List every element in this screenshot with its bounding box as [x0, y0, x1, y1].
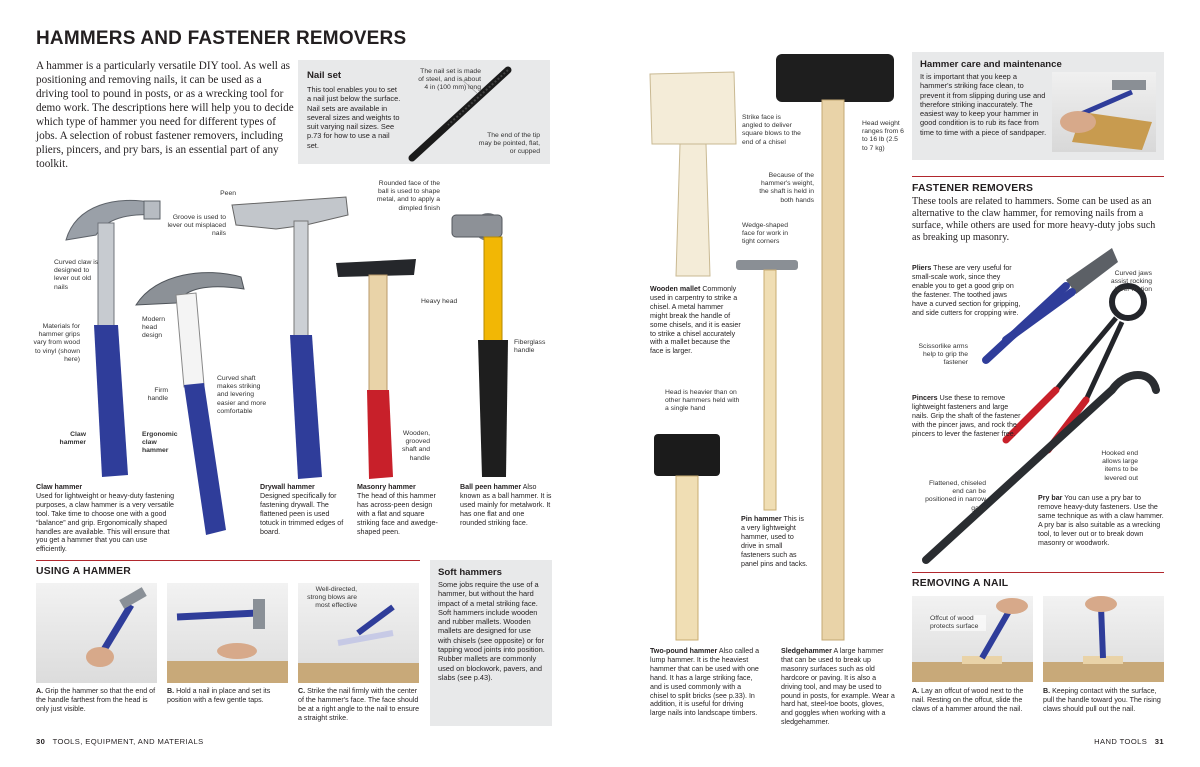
caption-claw-title: Claw hammer: [36, 483, 83, 491]
label-scissorlike: Scissorlike arms help to grip the fastener: [918, 343, 968, 367]
label-firm-handle: Firm handle: [147, 387, 168, 403]
label-head-weight: Head weight ranges from 6 to 16 lb (2.5 to 7 kg): [862, 120, 904, 152]
caption-masonry-body: The head of this hammer has across-peen design with a flat and square striking face and awedge-shaped peen.: [357, 491, 438, 536]
soft-hammers-box: [430, 560, 552, 726]
label-well-directed: Well-directed, strong blows are most effective: [307, 586, 357, 610]
drywall-hammer-image: [232, 197, 348, 479]
label-materials: Materials for hammer grips vary from wood to vinyl (shown here): [33, 323, 80, 363]
nail-set-label-steel: The nail set is made of steel, and is about 4 in (100 mm) long: [418, 68, 481, 92]
two-pound-hammer-image: [654, 434, 720, 640]
caption-ballpeen-title: Ball peen hammer: [460, 483, 522, 491]
removing-rule: [912, 572, 1164, 573]
label-curved-claw: Curved claw is designed to lever out old nails: [54, 259, 99, 291]
caption-pin-title: Pin hammer: [741, 515, 782, 523]
caption-masonry-title: Masonry hammer: [357, 483, 416, 491]
removing-step-a-text: Lay an offcut of wood next to the nail. Resting on the offcut, slide the claws of a hammer around the nail.: [912, 687, 1024, 713]
footer-right: [1070, 737, 1164, 746]
pin-hammer-image: [736, 260, 798, 510]
caption-masonry: [357, 483, 443, 536]
caption-sledge-body: A large hammer that can be used to break up masonry surfaces such as old hardcore or paving. It is also a driving tool, and may be used to pound in posts, for example. Wear a hard hat, steel-toe boots, gloves, and goggles when working with a sledgehammer.: [781, 647, 895, 727]
caption-prybar-body: You can use a pry bar to remove heavy-duty fasteners. Use the same technique as with a claw hammer. A pry bar is also suitable as a wrecking tool, to lever out or to break down masonry or woodwork.: [1038, 494, 1164, 547]
caption-twopound-body: Also called a lump hammer. It is the heaviest hammer that can be used with one hand. It has a large striking face, and is used commonly with a chisel to split bricks (see p.33). In addition, it is useful for driving large nails into landscape timbers.: [650, 647, 760, 718]
caption-twopound: [650, 647, 760, 718]
label-because-weight: Because of the hammer's weight, the shaft is held in both hands: [759, 172, 814, 204]
caption-ballpeen-body: Also known as a ball hammer. It is used mainly for metalwork. It has one flat and one rounded striking face.: [460, 483, 552, 527]
caption-sledge-title: Sledgehammer: [781, 647, 832, 655]
caption-claw-hammer: [36, 483, 176, 554]
fastener-rule: [912, 176, 1164, 177]
using-step-c-text: Strike the nail firmly with the center of the hammer's face. The face should be at a right angle to the nail to ensure a straight strike.: [298, 687, 420, 722]
caption-mallet-body: Commonly used in carpentry to strike a chisel. A metal hammer might break the handle of some chisels, and it is easier to strike a chisel accurately with a mallet because the face is larger.: [650, 285, 741, 356]
soft-hammers-title: Soft hammers: [438, 567, 502, 578]
nail-set-label-tip: The end of the tip may be pointed, flat, or cupped: [478, 132, 540, 156]
caption-pincers-body: Use these to remove lightweight fasteners and large nails. Grip the shaft of the fastener with the pincer jaws, and rock the pincers to lever the fastener free.: [912, 394, 1021, 438]
fastener-title: FASTENER REMOVERS: [912, 183, 1034, 194]
caption-prybar-title: Pry bar: [1038, 494, 1063, 502]
hammer-care-photo: [1052, 72, 1156, 152]
removing-step-b-letter: B.: [1043, 687, 1051, 695]
caption-drywall-body: Designed specifically for fastening drywall. The flattened peen is used totuck in trimmed edges of board.: [260, 491, 344, 536]
removing-step-b: [1043, 687, 1165, 714]
nail-set-illustration: [408, 60, 550, 164]
label-rounded-face: Rounded face of the ball is used to shape metal, and to apply a dimpled finish: [376, 180, 440, 212]
label-wooden-shaft: Wooden, grooved shaft and handle: [402, 430, 430, 462]
using-step-c: [298, 687, 420, 723]
footer-right-page-number: 31: [1154, 737, 1164, 746]
removing-photo-b: [1043, 596, 1164, 682]
label-heavy-head: Heavy head: [421, 298, 458, 305]
label-head-heavier: Head is heavier than on other hammers held with a single hand: [665, 389, 740, 413]
nail-set-title: Nail set: [307, 70, 342, 81]
using-step-c-letter: C.: [298, 687, 306, 695]
caption-mallet-title: Wooden mallet: [650, 285, 701, 293]
label-curved-jaws: Curved jaws assist rocking lever motion: [1110, 270, 1152, 294]
caption-pin: [741, 515, 809, 568]
caption-prybar: [1038, 494, 1164, 547]
using-step-a-letter: A.: [36, 687, 44, 695]
label-groove: Groove is used to lever out misplaced nails: [167, 214, 226, 238]
footer-right-text: HAND TOOLS: [1094, 737, 1148, 746]
using-step-b: [167, 687, 289, 705]
caption-claw-body: Used for lightweight or heavy-duty fastening purposes, a claw hammer is a very versatile tool. Take time to choose one with a good “balance” and grip. Ergonomically shaped handles are available. This will ensure that you get a hammer that you can use efficiently.: [36, 491, 175, 554]
caption-drywall: [260, 483, 346, 536]
using-title: USING A HAMMER: [36, 566, 131, 577]
using-step-a: [36, 687, 158, 714]
using-rule: [36, 560, 420, 561]
wooden-mallet-image: [650, 72, 736, 276]
intro-text: A hammer is a particularly versatile DIY tool. As well as positioning and removing nails, it can be used as a driving tool to pound in posts, or as a wrecking tool for demo work. The descriptions here will help you to decide which type of hammer you need for different types of jobs. A selection of robust fastener removers, including pliers, pincers, and pry bars, is an essential part of any toolkit.: [36, 60, 294, 170]
label-hooked-end: Hooked end allows large items to be levered out: [1101, 450, 1138, 482]
caption-pliers-body: These are very useful for small-scale work, since they enable you to get a good grip on the fastener. The toothed jaws have a curved section for gripping, and side cutters for cropping wire.: [912, 264, 1021, 317]
label-fiberglass: Fiberglass handle: [514, 339, 546, 355]
label-flattened: Flattened, chiseled end can be positioned in narrow gaps: [925, 480, 986, 512]
caption-ballpeen: [460, 483, 552, 528]
hammer-care-body: It is important that you keep a hammer's striking face clean, to prevent it from slipping during use and therefore striking inaccurately. The easiest way to keep your hammer in good condition is to rub its face from time to time with a piece of sandpaper.: [920, 72, 1047, 137]
removing-step-a: [912, 687, 1034, 714]
ball-peen-hammer-image: [452, 213, 508, 477]
label-offcut: Offcut of wood protects surface: [930, 615, 986, 631]
caption-sledge: [781, 647, 897, 727]
caption-pincers-title: Pincers: [912, 394, 938, 402]
label-peen: Peen: [220, 190, 236, 197]
caption-twopound-title: Two-pound hammer: [650, 647, 718, 655]
footer-left: [36, 737, 204, 746]
using-step-a-text: Grip the hammer so that the end of the handle farthest from the head is only just visible.: [36, 687, 156, 713]
nail-set-box: [298, 60, 550, 164]
removing-photo-a: [912, 596, 1033, 682]
hammer-care-box: [912, 52, 1164, 160]
label-modern-head: Modern head design: [142, 316, 166, 340]
footer-left-text: TOOLS, EQUIPMENT, AND MATERIALS: [52, 737, 204, 746]
using-step-b-letter: B.: [167, 687, 175, 695]
soft-hammers-body: Some jobs require the use of a hammer, but without the hard impact of a metal striking face. Soft hammers include wooden and rubber mallets. Wooden mallets are designed for use with chisels (see opposite) or for tapping wood joints into position. Rubber mallets are commonly used on blockwork, pavers, and slabs (see p.43).: [438, 580, 545, 682]
using-step-b-text: Hold a nail in place and set its position with a few gentle taps.: [167, 687, 271, 704]
nail-set-body: This tool enables you to set a nail just below the surface. Nail sets are available in several sizes and weights to suit varying nail sizes. See p.73 for how to use a nail set.: [307, 85, 401, 150]
page-title: HAMMERS AND FASTENER REMOVERS: [36, 28, 407, 49]
label-ergonomic: Ergonomic claw hammer: [142, 431, 178, 455]
footer-left-page-number: 30: [36, 737, 46, 746]
label-claw-hammer: Claw hammer: [59, 431, 86, 447]
label-curved-shaft: Curved shaft makes striking and levering easier and more comfortable: [217, 375, 267, 415]
caption-pliers-title: Pliers: [912, 264, 932, 272]
removing-step-a-letter: A.: [912, 687, 920, 695]
caption-pin-body: This is a very lightweight hammer, used to drive in small fasteners such as panel pins and tacks.: [741, 515, 808, 568]
using-photo-b: [167, 583, 288, 683]
fastener-intro: These tools are related to hammers. Some can be used as an alternative to the claw hammer, for removing nails from a surface, while others are used for more heavy-duty jobs such as breaking up masonry.: [912, 196, 1156, 243]
hammer-care-title: Hammer care and maintenance: [920, 59, 1062, 70]
removing-step-b-text: Keeping contact with the surface, pull the handle toward you. The rising claws should pull out the nail.: [1043, 687, 1161, 713]
label-wedge-face: Wedge-shaped face for work in tight corners: [742, 222, 789, 246]
caption-drywall-title: Drywall hammer: [260, 483, 315, 491]
using-photo-a: [36, 583, 157, 683]
removing-title: REMOVING A NAIL: [912, 578, 1009, 589]
label-strike-face: Strike face is angled to deliver square blows to the end of a chisel: [742, 114, 801, 146]
caption-mallet: [650, 285, 742, 356]
caption-pincers: [912, 394, 1022, 439]
caption-pliers: [912, 264, 1022, 317]
